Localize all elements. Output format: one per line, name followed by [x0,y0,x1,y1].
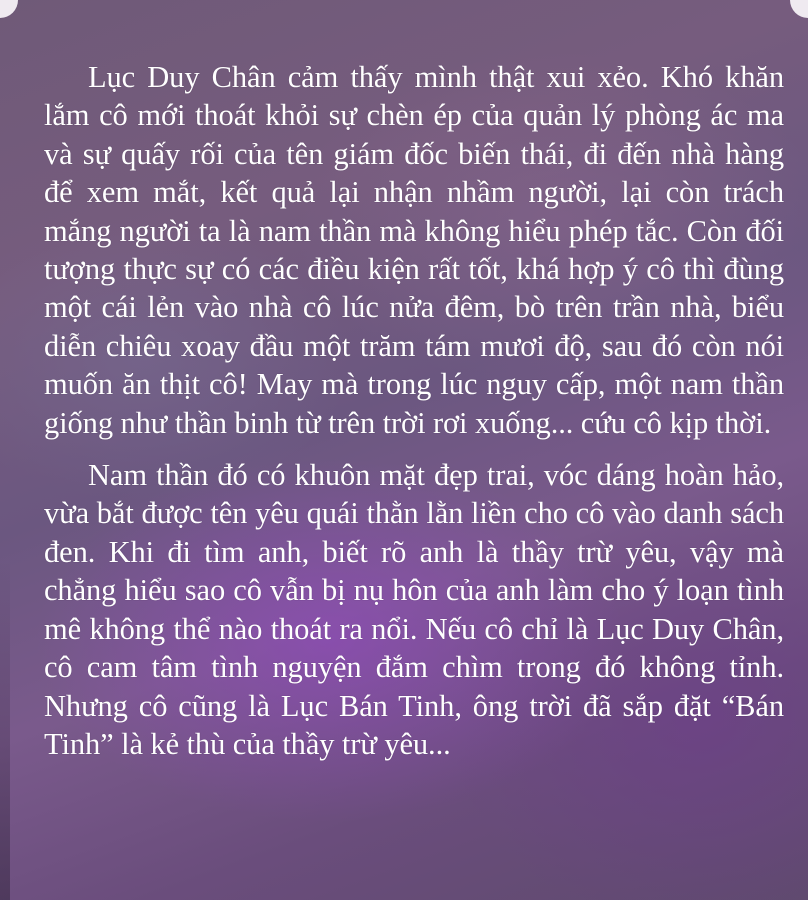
cover-left-edge-shadow [0,560,10,900]
synopsis-text [44,58,784,763]
cover-corner-top-right [790,0,808,18]
synopsis-paragraph-1: Lục Duy Chân cảm thấy mình thật xui xẻo. Khó khăn lắm cô mới thoát khỏi sự chèn ép của quản lý phòng ác ma và sự quấy rối của tên giám đốc biến thái, đi đến nhà hàng để xem mắt, kết quả lại nhận nhầm người, lại còn trách mắng người ta là nam thần mà không hiểu phép tắc. Còn đối tượng thực sự có các điều kiện rất tốt, khá hợp ý cô thì đùng một cái lẻn vào nhà cô lúc nửa đêm, bò trên trần nhà, biểu diễn chiêu xoay đầu một trăm tám mươi độ, sau đó còn nói muốn ăn thịt cô! May mà trong lúc nguy cấp, một nam thần giống như thần binh từ trên trời rơi xuống... cứu cô kịp thời. [44,60,784,440]
synopsis-paragraph-2: Nam thần đó có khuôn mặt đẹp trai, vóc dáng hoàn hảo, vừa bắt được tên yêu quái thằn lằn liền cho cô vào danh sách đen. Khi đi tìm anh, biết rõ anh là thầy trừ yêu, vậy mà chẳng hiểu sao cô vẫn bị nụ hôn của anh làm cho ý loạn tình mê không thể nào thoát ra nổi. Nếu cô chỉ là Lục Duy Chân, cô cam tâm tình nguyện đắm chìm trong đó không tỉnh. Nhưng cô cũng là Lục Bán Tinh, ông trời đã sắp đặt “Bán Tinh” là kẻ thù của thầy trừ yêu... [44,458,784,761]
cover-corner-top-left [0,0,18,18]
